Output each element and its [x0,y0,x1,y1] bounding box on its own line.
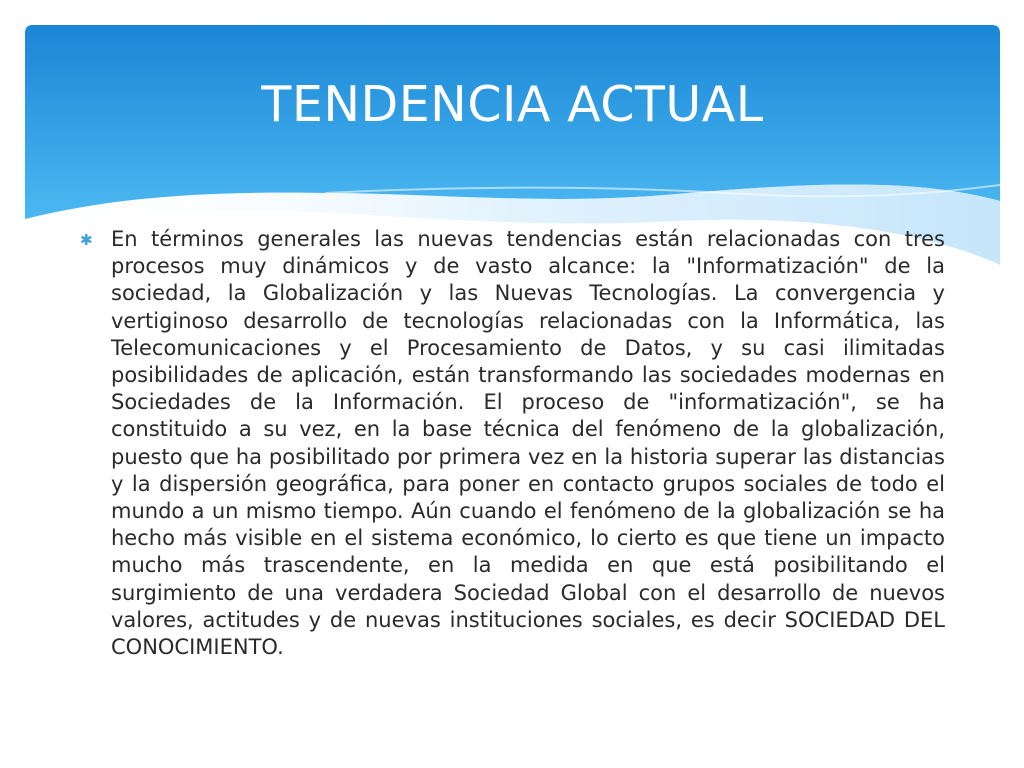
bullet-text: En términos generales las nuevas tendencias están relacionadas con tres procesos muy dinámicos y de vasto alcance: la "Informatización" de la sociedad, la Globalización y las Nuevas Tecnologías. La convergencia y vertiginoso desarrollo de tecnologías relacionadas con la Informática, las Telecomunicaciones y el Procesamiento de Datos, y su casi ilimitadas posibilidades de aplicación, están transformando las sociedades modernas en Sociedades de la Información. El proceso de "informatización", se ha constituido a su vez, en la base técnica del fenómeno de la globalización, puesto que ha posibilitado por primera vez en la historia superar las distancias y la dispersión geográfica, para poner en contacto grupos sociales de todo el mundo a un mismo tiempo. Aún cuando el fenómeno de la globalización se ha hecho más visible en el sistema económico, lo cierto es que tiene un impacto mucho más trascendente, en la medida en que está posibilitando el surgimiento de una verdadera Sociedad Global con el desarrollo de nuevos valores, actitudes y de nuevas instituciones sociales, es decir SOCIEDAD DEL CONOCIMIENTO. [111,227,945,660]
slide-title: TENDENCIA ACTUAL [261,76,764,133]
slide-body [80,226,945,661]
bullet-item [80,226,945,661]
asterisk-bullet-icon: ✱ [80,231,93,249]
